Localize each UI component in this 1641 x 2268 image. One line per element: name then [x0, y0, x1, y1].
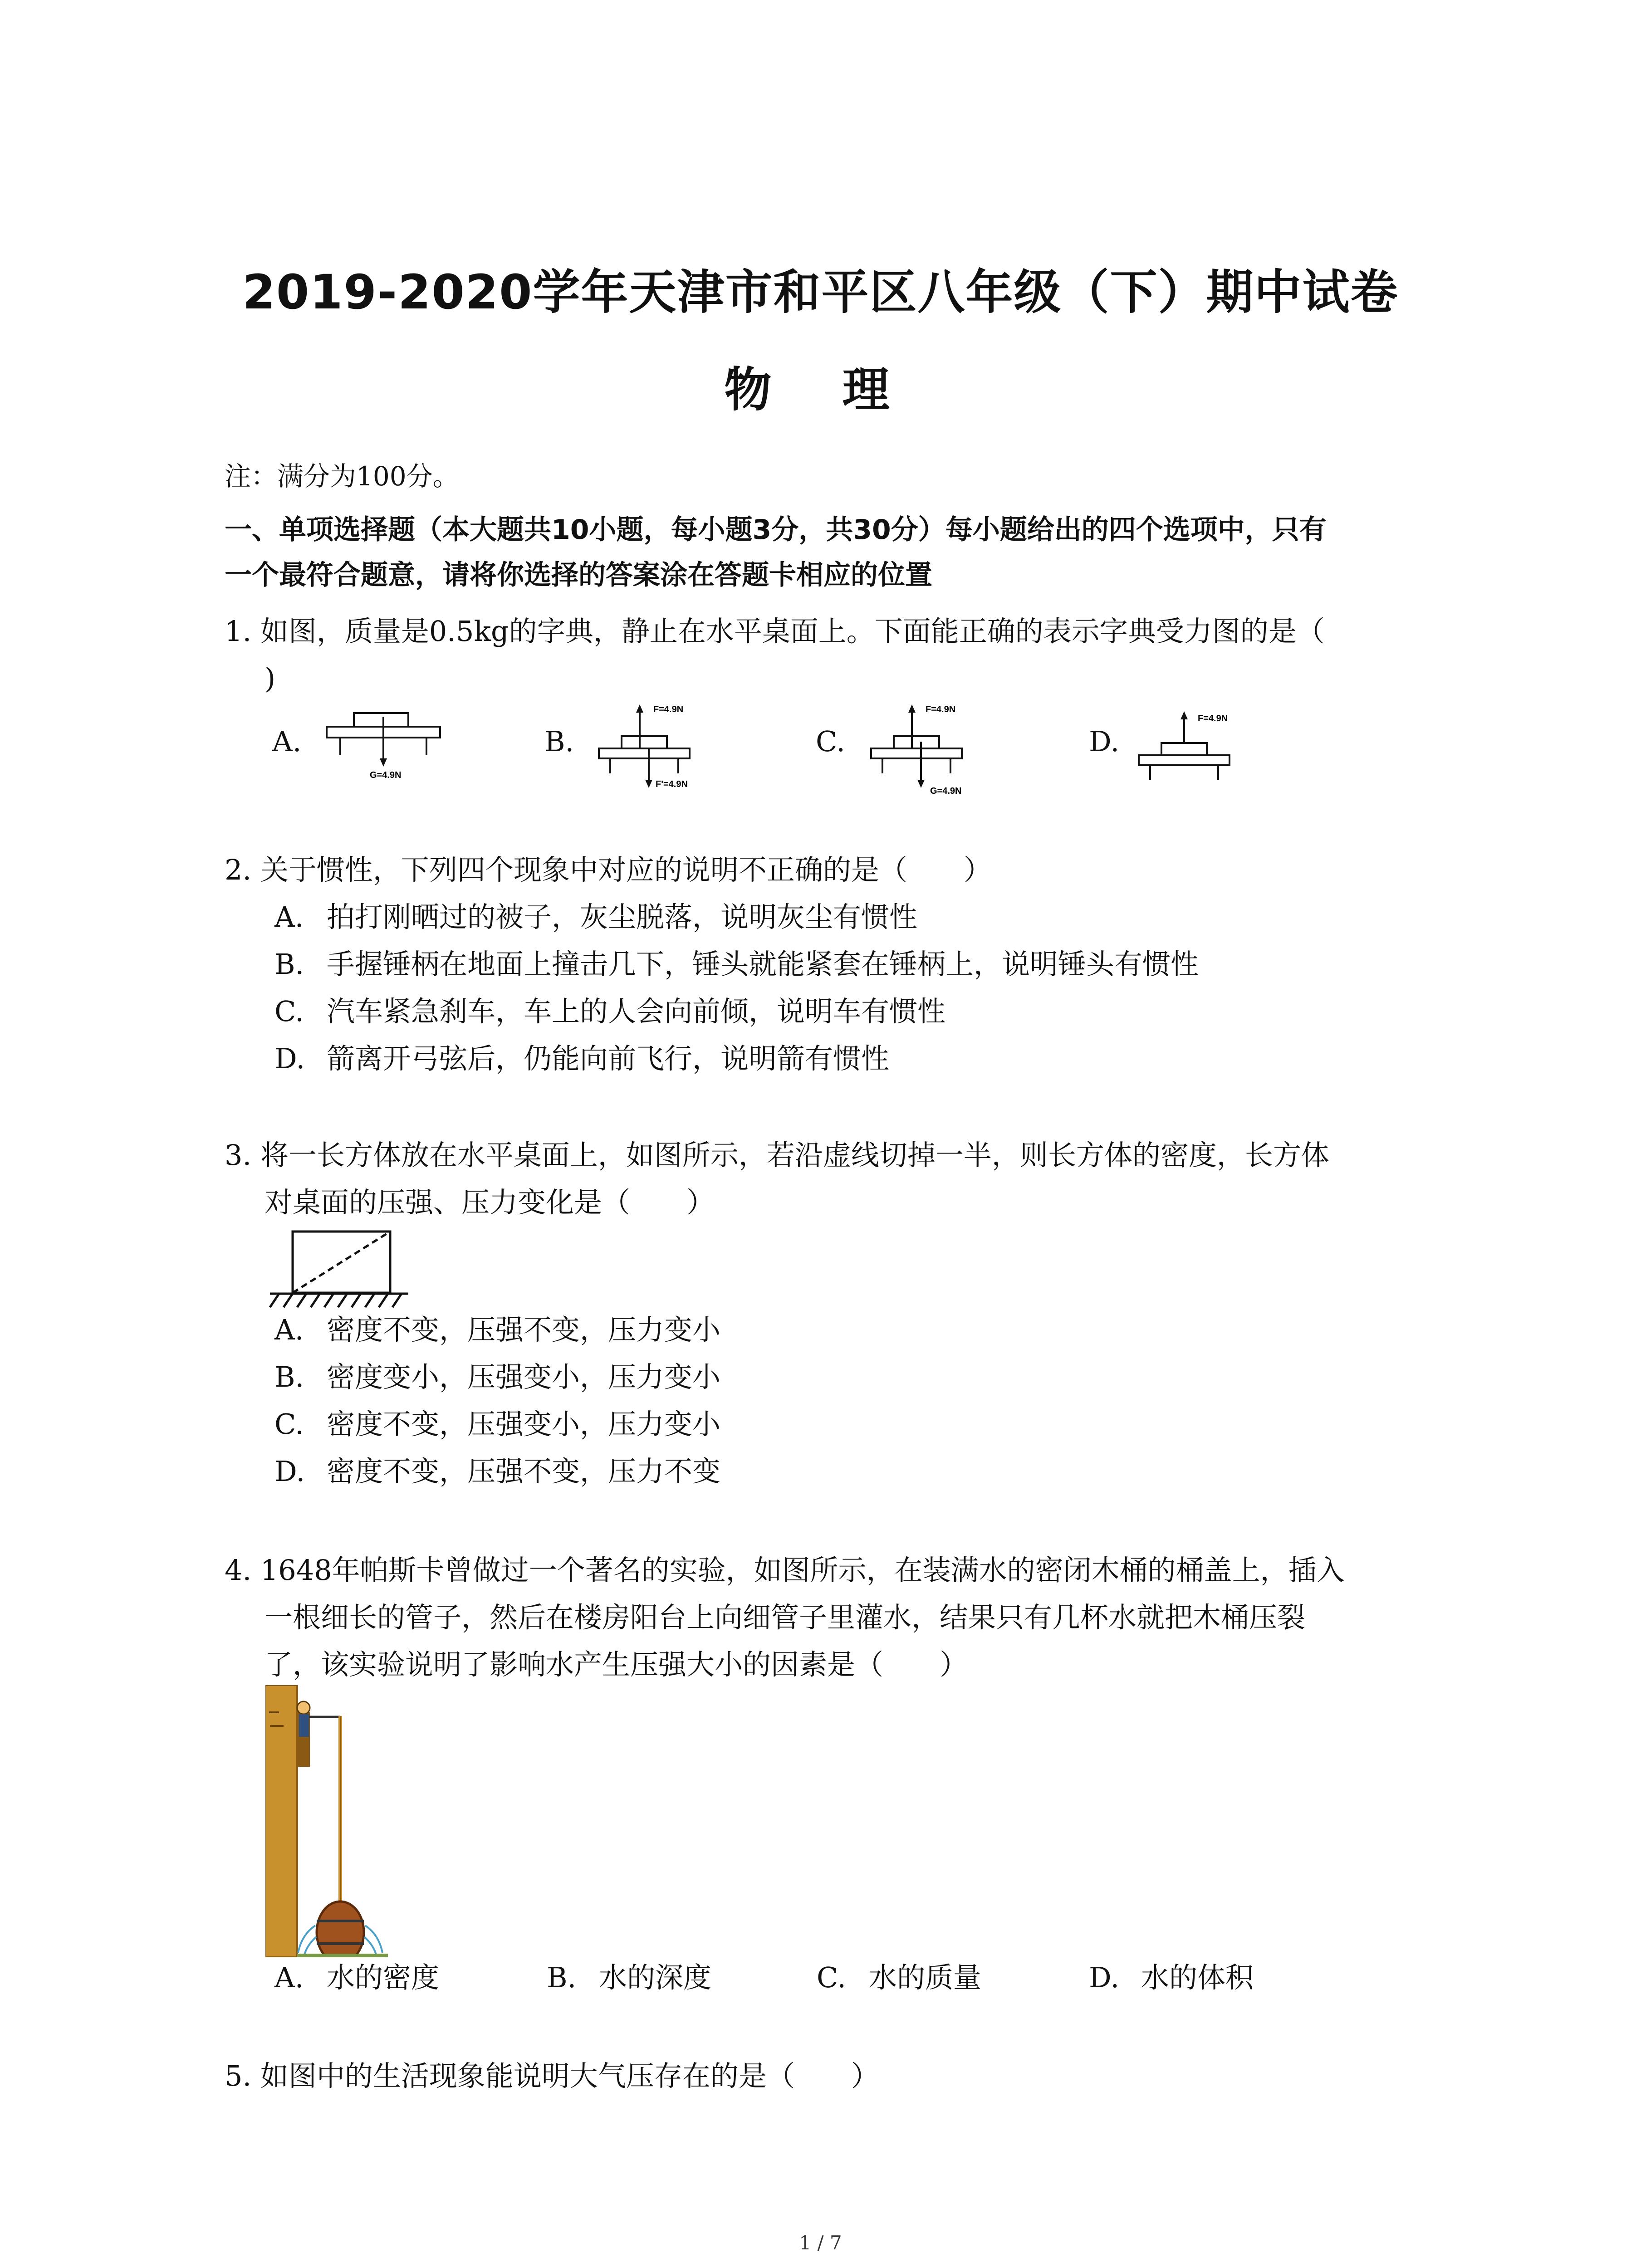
- q4-option-c[interactable]: C. 水的质量: [817, 1961, 982, 1994]
- q1-option-b-label[interactable]: B.: [544, 725, 574, 758]
- question-4-stem: 4. 1648年帕斯卡曾做过一个著名的实验，如图所示，在装满水的密闭木桶的桶盖上，插入: [225, 1554, 1345, 1587]
- q4-option-a[interactable]: A. 水的密度: [274, 1961, 440, 1994]
- question-5: [225, 2053, 1450, 2100]
- question-1: [225, 608, 1450, 702]
- q4-option-b[interactable]: B. 水的深度: [547, 1961, 712, 1994]
- page-title: 2019-2020学年天津市和平区八年级（下）期中试卷: [242, 264, 1399, 320]
- q3-option-a[interactable]: A. 密度不变，压强不变，压力变小: [274, 1313, 721, 1346]
- q1-option-a-diagram: [322, 703, 449, 789]
- q2-option-c[interactable]: C. 汽车紧急刹车，车上的人会向前倾，说明车有惯性: [274, 995, 946, 1028]
- question-4: [225, 1547, 1450, 1688]
- q1-option-d-diagram: [1134, 708, 1266, 780]
- q3-option-c[interactable]: C. 密度不变，压强变小，压力变小: [274, 1408, 721, 1441]
- q1-option-a-label[interactable]: A.: [272, 725, 302, 758]
- q3-options: [274, 1306, 1499, 1495]
- q1c-force-f: F=4.9N: [926, 704, 956, 714]
- question-2-stem: 2. 关于惯性，下列四个现象中对应的说明不正确的是（ ）: [225, 853, 992, 886]
- q2-option-a[interactable]: A. 拍打刚晒过的被子，灰尘脱落，说明灰尘有惯性: [274, 900, 918, 934]
- question-4-stem-cont1: 一根细长的管子，然后在楼房阳台上向细管子里灌水，结果只有几杯水就把木桶压裂: [265, 1601, 1306, 1634]
- question-3-stem-cont: 对桌面的压强、压力变化是（ ）: [265, 1186, 715, 1219]
- q1-option-c-diagram: [862, 701, 998, 801]
- q1-option-d-label[interactable]: D.: [1089, 725, 1120, 758]
- q4-barrel: [317, 1901, 364, 1957]
- q1d-force-f: F=4.9N: [1198, 714, 1228, 723]
- q1-option-b-diagram: [590, 701, 726, 796]
- q1-option-c-label[interactable]: C.: [816, 725, 845, 758]
- q4-option-d[interactable]: D. 水的体积: [1089, 1961, 1254, 1994]
- score-note: 注：满分为100分。: [225, 461, 459, 492]
- subject-title: 物 理: [724, 362, 917, 417]
- page-number: 1 / 7: [799, 2232, 842, 2254]
- q4-pascal-barrel-illustration: [265, 1685, 388, 1957]
- question-3: [225, 1132, 1450, 1226]
- question-3-stem: 3. 将一长方体放在水平桌面上，如图所示，若沿虚线切掉一半，则长方体的密度，长方体: [225, 1139, 1329, 1172]
- q1a-force-g: G=4.9N: [370, 770, 402, 780]
- q1c-force-g: G=4.9N: [930, 786, 962, 796]
- question-4-stem-cont2: 了，该实验说明了影响水产生压强大小的因素是（ ）: [265, 1648, 968, 1681]
- q2-option-d[interactable]: D. 箭离开弓弦后，仍能向前飞行，说明箭有惯性: [274, 1042, 890, 1075]
- section-heading: [225, 507, 1440, 598]
- section-heading-line1: 一、单项选择题（本大题共10小题，每小题3分，共30分）每小题给出的四个选项中，只有: [225, 514, 1327, 546]
- q3-option-b[interactable]: B. 密度变小，压强变小，压力变小: [274, 1360, 721, 1393]
- q1b-force-f: F=4.9N: [653, 704, 684, 714]
- question-2: [225, 846, 1450, 1082]
- q4-person: [297, 1701, 310, 1714]
- q3-option-d[interactable]: D. 密度不变，压强不变，压力不变: [274, 1455, 721, 1488]
- question-5-stem: 5. 如图中的生活现象能说明大气压存在的是（ ）: [225, 2059, 879, 2092]
- q2-option-b[interactable]: B. 手握锤柄在地面上撞击几下，锤头就能紧套在锤柄上，说明锤头有惯性: [274, 948, 1199, 981]
- q1a-book: [354, 713, 408, 727]
- q3-block-diagram: [268, 1225, 413, 1311]
- section-heading-line2: 一个最符合题意，请将你选择的答案涂在答题卡相应的位置: [225, 559, 932, 591]
- question-1-stem-cont: ): [265, 662, 276, 695]
- question-1-stem: 1. 如图，质量是0.5kg的字典，静止在水平桌面上。下面能正确的表示字典受力图的是（: [225, 615, 1325, 648]
- q1b-force-f-prime: F'=4.9N: [656, 779, 688, 789]
